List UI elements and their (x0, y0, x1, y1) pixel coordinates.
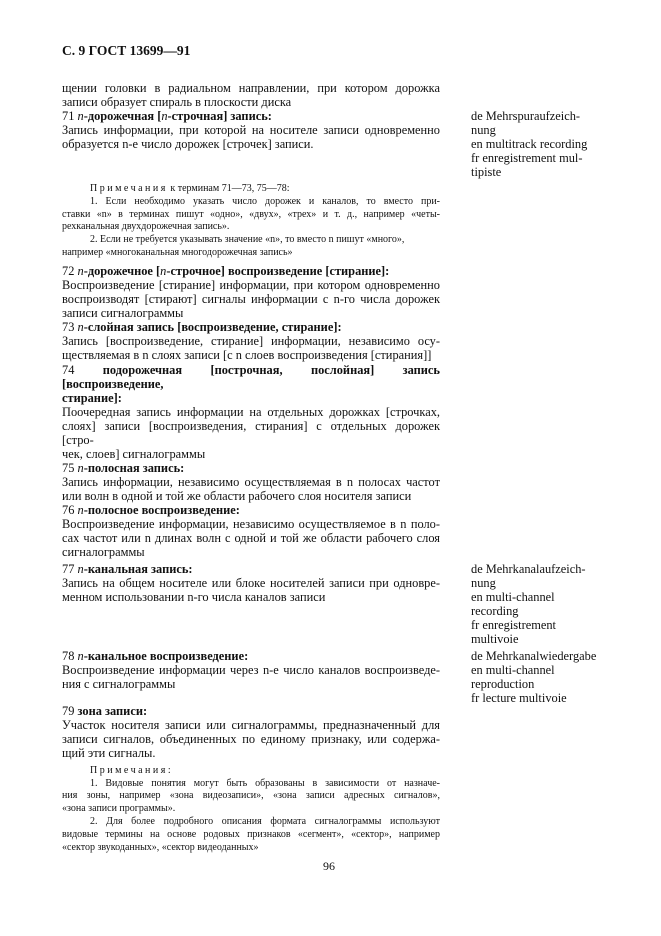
term-71 (62, 109, 588, 179)
equiv-line: fr lecture multivoie (471, 690, 567, 705)
text-line: Запись информации, при которой на носителе записи одновременно (62, 123, 440, 137)
equiv-line: fr enregistrement mul- (471, 151, 583, 165)
term-heading: 79 зона записи: (62, 703, 148, 718)
equiv-line: multivoie (471, 631, 519, 646)
foreign-equivalents-78 (471, 649, 631, 705)
text-line: записи образует спираль в плоскости диска (62, 95, 292, 109)
term-heading: 77 n-канальная запись: (62, 561, 193, 576)
text-line: или волн в одной и той же области рабочего слоя носителя записи (62, 488, 412, 503)
term-74 (62, 363, 440, 461)
note-line: 1. Видовые понятия могут быть образованы в зависимости от назначе- (90, 777, 440, 789)
text-line: записи сигналов, объединенных по единому признаку, или содержа- (62, 731, 440, 746)
equiv-line: en multitrack recording (471, 137, 588, 151)
text-line: Запись информации, независимо осуществляемая в n полосах частот (62, 474, 440, 489)
text-line: ния с сигналограммы (62, 676, 176, 691)
text-line: сах частот или n длинах волн с одной и той же области рабочего слоя (62, 530, 440, 545)
equiv-line: en multi-channel (471, 589, 555, 604)
note-line: ния зоны, например «зона видеозаписи», «зона записи адресных сигналов», (62, 790, 440, 802)
term-heading: 73 n-слойная запись [воспроизведение, стирание]: (62, 319, 342, 334)
equiv-line: tipiste (471, 165, 502, 179)
page-number: 96 (323, 859, 335, 874)
term-78 (62, 648, 597, 705)
term-75 (62, 461, 440, 503)
note-line: например «многоканальная многодорожечная запись» (62, 246, 293, 258)
term-76 (62, 503, 440, 559)
text-line: слоях] записи [воспроизведения, стирания] с отдельных дорожек [стро- (62, 418, 440, 447)
note-line: 2. Для более подробного описания формата сигналограммы используют (90, 815, 440, 827)
term-heading: 71 n-дорожечная [n-строчная] запись: (62, 109, 272, 123)
text-line: чек, слоев] сигналограммы (62, 446, 206, 461)
notes-title: Примечания: (90, 764, 174, 776)
note-line: 2. Если не требуется указывать значение «n», то вместо n пишут «много», (90, 234, 405, 246)
continued-text (62, 81, 440, 109)
text-line: менном использовании n-го числа каналов записи (62, 589, 326, 604)
note-line: рехканальная двухдорожечная запись». (62, 221, 230, 233)
notes-71-78 (62, 183, 440, 260)
text-line: записи сигналограммы (62, 305, 184, 320)
text-line: Участок носителя записи или сигналограммы, предназначенный для (62, 717, 440, 732)
text-line: сигналограммы (62, 544, 145, 559)
term-77 (62, 561, 586, 646)
term-heading-cont: стирание]: (62, 390, 122, 405)
main-column (62, 81, 597, 874)
text-line: щении головки в радиальном направлении, при котором дорожка (62, 81, 440, 95)
equiv-line: nung (471, 123, 496, 137)
foreign-equivalents-77 (471, 562, 631, 646)
equiv-line: de Mehrkanalaufzeich- (471, 561, 586, 576)
term-heading: 72 n-дорожечное [n-строчное] воспроизведение [стирание]: (62, 263, 390, 278)
notes-79 (62, 765, 440, 855)
note-line: ставки «n» в терминах пишут «одно», «двух», «трех» и т. д., например «четы- (62, 208, 440, 220)
page-header: С. 9 ГОСТ 13699—91 (62, 43, 191, 58)
equiv-line: fr enregistrement (471, 617, 556, 632)
text-line: Запись на общем носителе или блоке носителей записи при одновре- (62, 575, 440, 590)
equiv-line: de Mehrkanalwiedergabe (471, 648, 597, 663)
text-line: Воспроизведение [стирание] информации, при котором одновременно (62, 277, 440, 292)
term-heading: 75 n-полосная запись: (62, 460, 185, 475)
text-line: Поочередная запись информации на отдельных дорожках [строчках, (62, 404, 440, 419)
text-line: Воспроизведение информации через n-е число каналов воспроизведе- (62, 662, 440, 677)
text-line: ществляемая в n слоях записи [с n слоев воспроизведения [стирания]] (62, 347, 432, 362)
equiv-line: nung (471, 575, 496, 590)
note-line: «зона записи программы». (62, 803, 176, 815)
foreign-equivalents-71 (471, 109, 631, 179)
note-line: видовые термины на основе родовых признаков «сегмент», «сектор», например (62, 828, 440, 840)
text-line: образуется n-е число дорожек [строчек] записи. (62, 137, 314, 151)
term-heading: 78 n-канальное воспроизведение: (62, 648, 249, 663)
note-line: 1. Если необходимо указать число дорожек и каналов, то вместо при- (90, 195, 440, 207)
term-73 (62, 320, 440, 362)
term-72 (62, 264, 440, 320)
equiv-line: reproduction (471, 676, 535, 691)
equiv-line: de Mehrspuraufzeich- (471, 109, 581, 123)
note-line: «сектор звукоданных», «сектор видеоданных» (62, 841, 259, 853)
term-heading: 74 подорожечная [построчная, послойная] запись [воспроизведение, (62, 362, 440, 391)
text-line: Запись [воспроизведение, стирание] информации, независимо осу- (62, 333, 440, 348)
equiv-line: en multi-channel (471, 662, 555, 677)
text-line: Воспроизведение информации, независимо осуществляемое в n поло- (62, 516, 440, 531)
text-line: воспроизводят [стирают] сигналы информации с n-го числа дорожек (62, 291, 440, 306)
equiv-line: recording (471, 603, 519, 618)
term-79 (62, 704, 440, 760)
text-line: щий эти сигналы. (62, 745, 156, 760)
term-heading: 76 n-полосное воспроизведение: (62, 502, 240, 517)
notes-title: Примечания к терминам 71—73, 75—78: (90, 183, 290, 194)
